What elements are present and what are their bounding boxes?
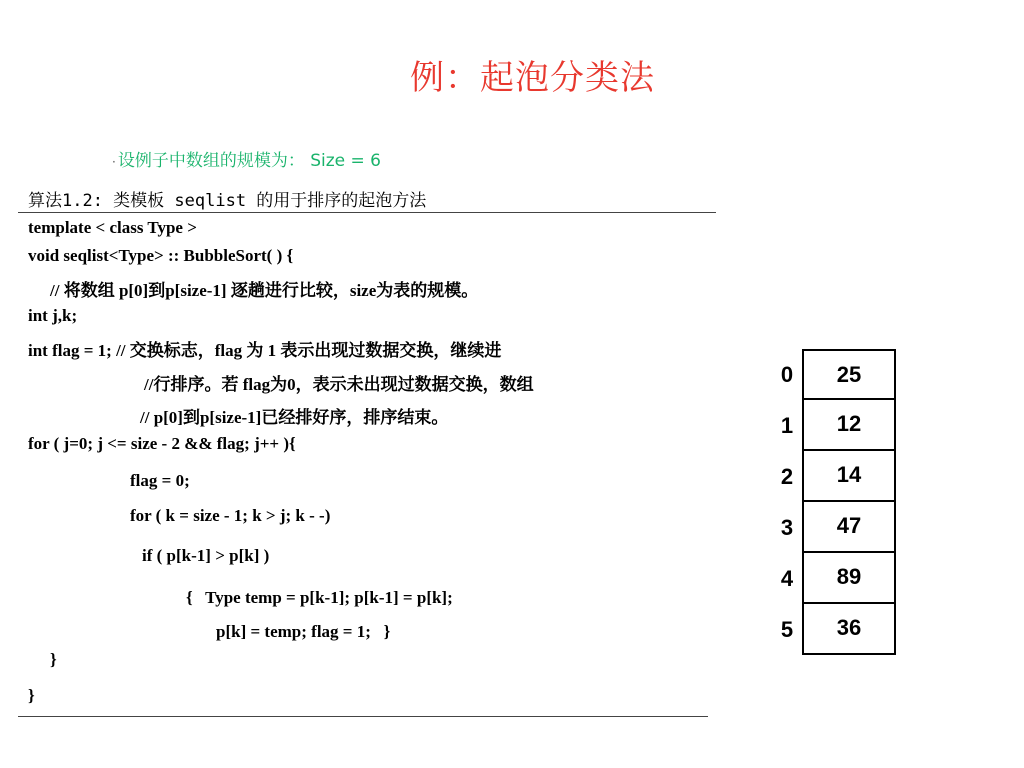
code-line: for ( j=0; j <= size - 2 && flag; j++ ){ [28,434,296,453]
array-index: 0 [780,362,794,387]
code-line: p[k] = temp; flag = 1; } [216,622,391,641]
array-cell: 47 [802,502,896,553]
array-cell: 25 [802,349,896,400]
code-line: for ( k = size - 1; k > j; k - -) [130,506,331,525]
code-line: } [28,686,35,705]
code-line: // 将数组 p[0]到p[size-1] 逐趟进行比较，size为表的规模。 [50,281,479,300]
code-line: if ( p[k-1] > p[k] ) [142,546,270,565]
array-cell: 14 [802,451,896,502]
code-line: int j,k; [28,306,78,325]
size-note-text: 设例子中数组的规模为： Size = 6 [117,151,381,171]
code-line: int flag = 1; // 交换标志，flag 为 1 表示出现过数据交换，继续进 [28,341,502,360]
array-cell: 89 [802,553,896,604]
array-row [775,553,900,604]
array-row [775,451,900,502]
code-line: { Type temp = p[k-1]; p[k-1] = p[k]; [186,588,453,607]
code-line: template < class Type > [28,218,197,237]
array-index: 3 [780,515,794,540]
array-index: 2 [780,464,794,489]
array-index: 1 [780,413,794,438]
code-line: } [50,650,57,669]
algorithm-header: 算法1.2: 类模板 seqlist 的用于排序的起泡方法 [28,191,427,211]
code-line: flag = 0; [130,471,190,490]
slide-title: 例：起泡分类法 [410,58,655,98]
array-cell: 36 [802,604,896,655]
array-cell: 12 [802,400,896,451]
array-row [775,400,900,451]
bottom-divider [18,716,708,717]
array-index: 5 [780,617,794,642]
size-note [112,146,381,171]
array-row [775,502,900,553]
code-line: void seqlist<Type> :: BubbleSort( ) { [28,246,294,265]
array-row [775,349,900,400]
code-line: //行排序。若 flag为0，表示未出现过数据交换，数组 [144,375,534,394]
top-divider [18,212,716,213]
code-line: // p[0]到p[size-1]已经排好序，排序结束。 [140,408,449,427]
bullet-icon: · [112,155,116,169]
array-row [775,604,900,655]
array-index: 4 [780,566,794,591]
